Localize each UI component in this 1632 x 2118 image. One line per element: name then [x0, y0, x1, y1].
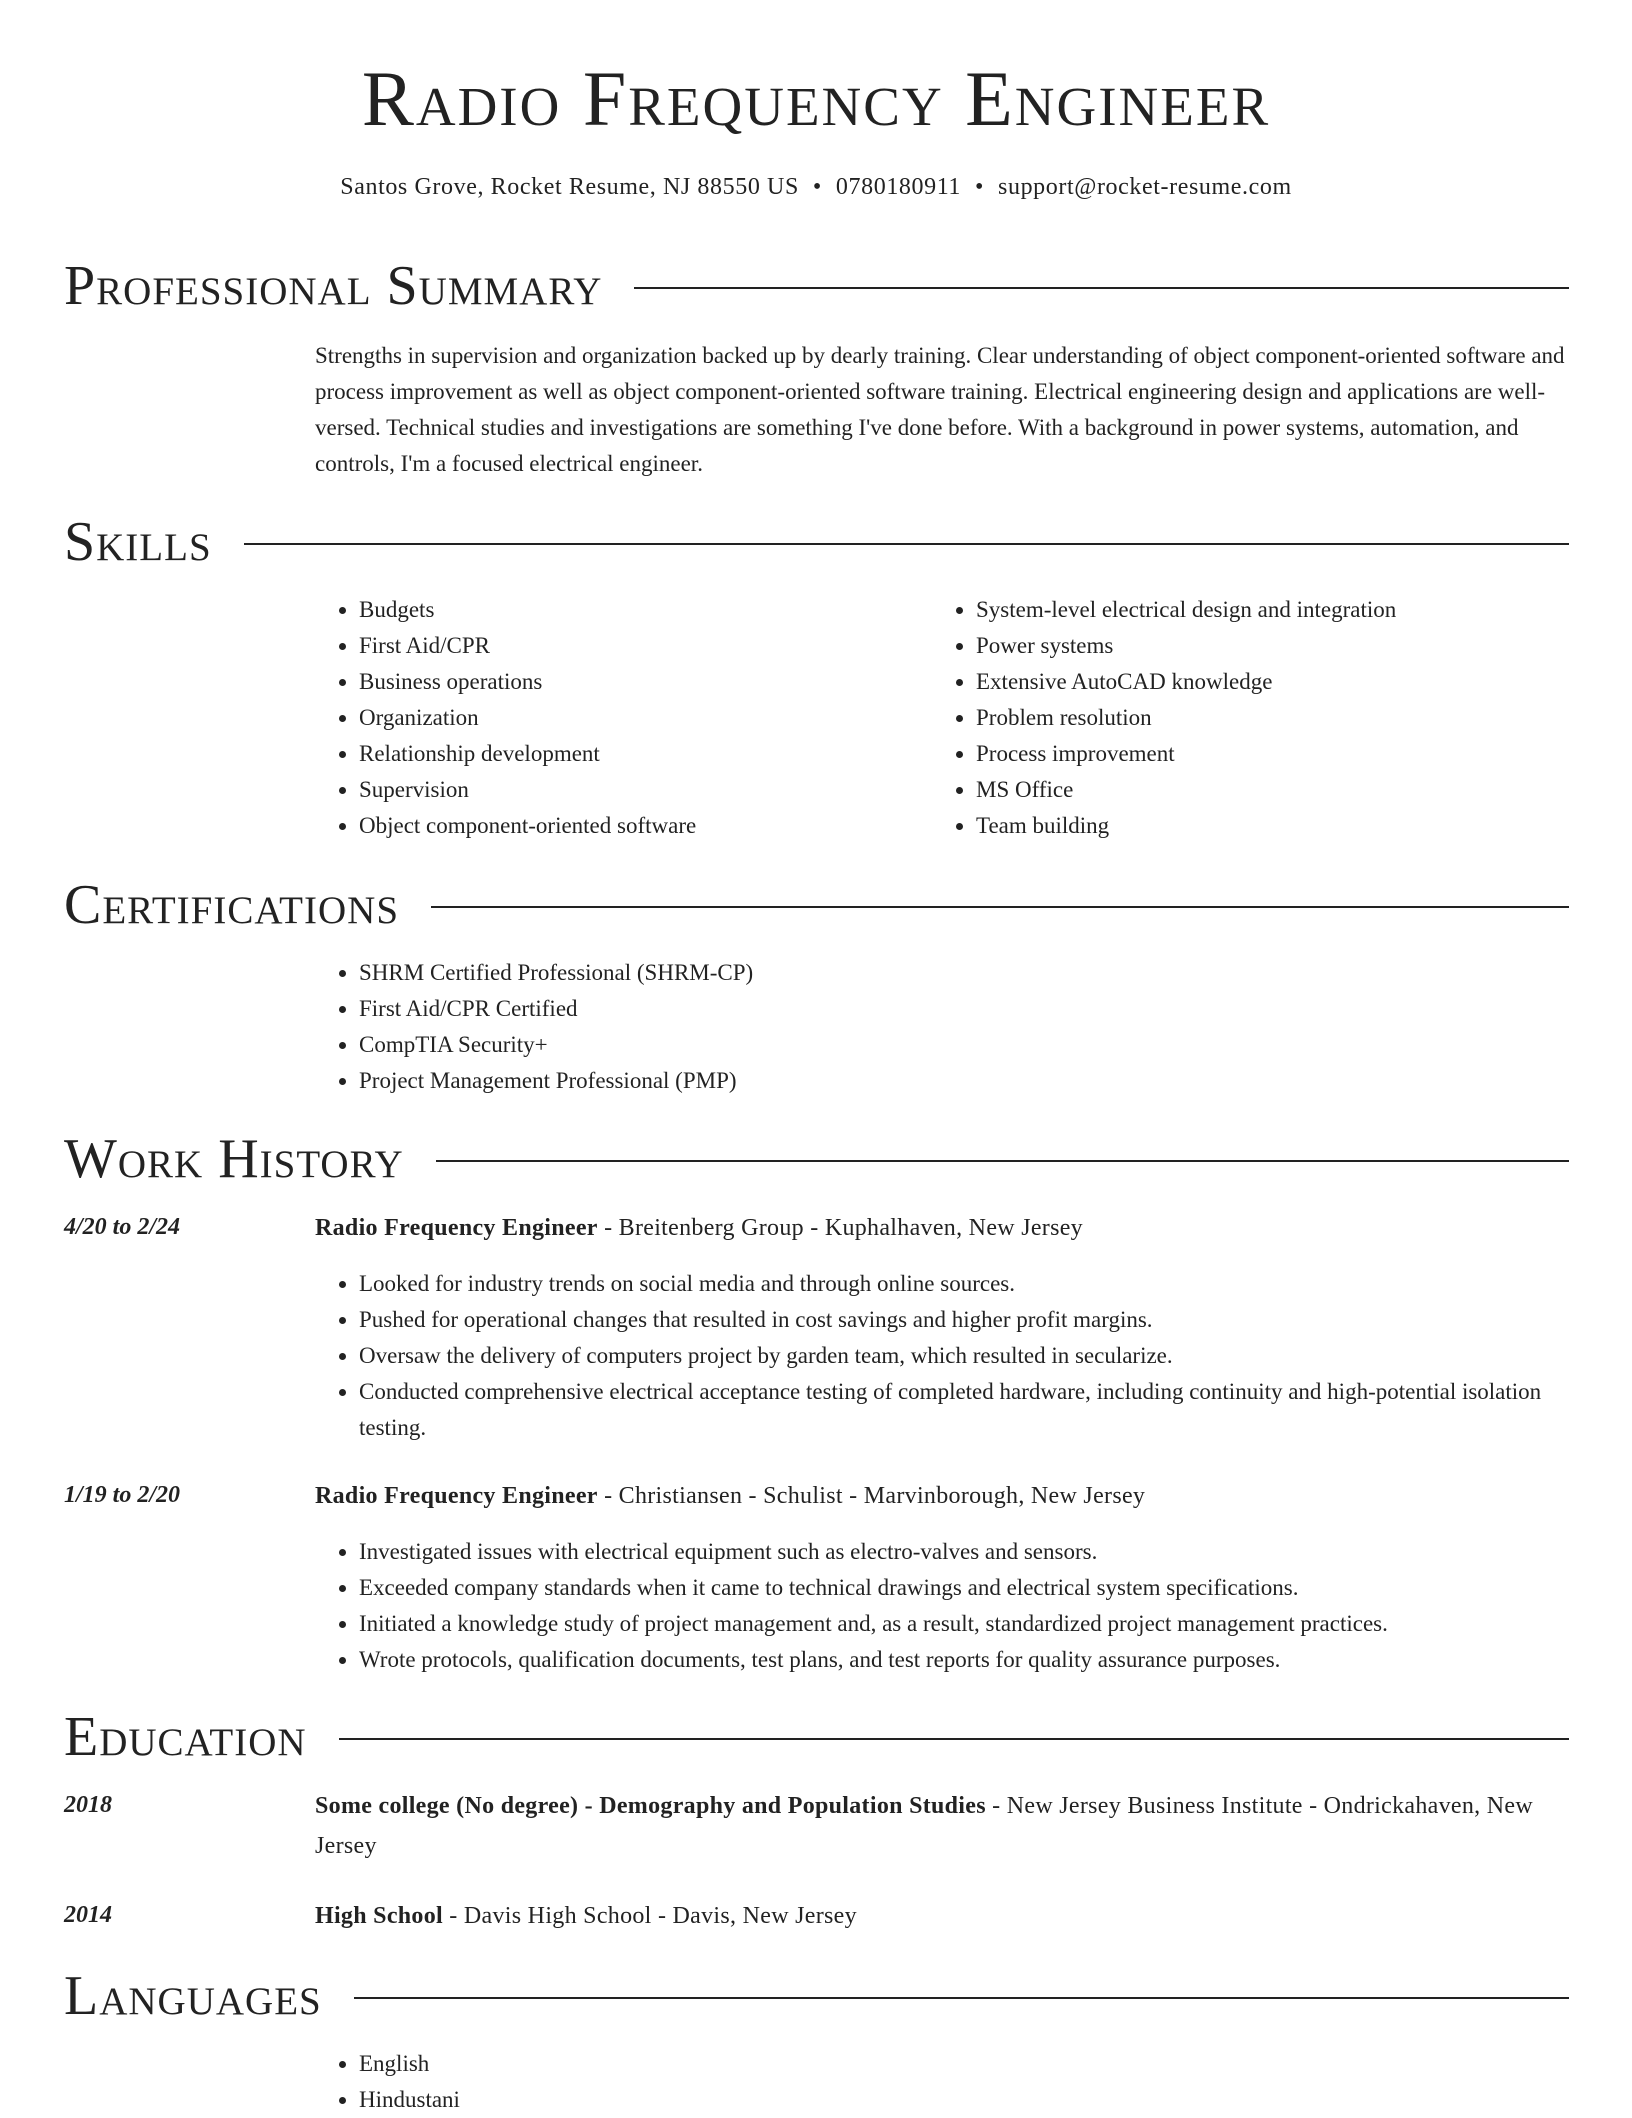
- skill-item: • Object component-oriented software: [359, 808, 915, 844]
- job-heading: [315, 1476, 1569, 1516]
- certification-item: • First Aid/CPR Certified: [359, 991, 1215, 1027]
- job-dates: 1/19 to 2/20: [64, 1482, 181, 1508]
- section-divider: [244, 543, 1569, 545]
- job-bullets: [315, 1266, 1569, 1446]
- job-title: Radio Frequency Engineer: [315, 1483, 598, 1509]
- languages-section-header: [64, 1965, 1569, 2027]
- section-divider: [634, 287, 1569, 289]
- certification-item: • CompTIA Security+: [359, 1027, 1215, 1063]
- education-year: 2018: [64, 1792, 112, 1818]
- skill-item: • MS Office: [976, 772, 1572, 808]
- education-entry: [315, 1896, 1569, 1936]
- contact-separator: •: [975, 174, 985, 200]
- skill-item: • Problem resolution: [976, 700, 1572, 736]
- job-bullet: • Oversaw the delivery of computers project by garden team, which resulted in secularize.: [359, 1338, 1569, 1374]
- skill-item: • Process improvement: [976, 736, 1572, 772]
- section-divider: [354, 1997, 1569, 1999]
- language-item: • Hindustani: [359, 2082, 915, 2118]
- summary-section-header: [64, 255, 1569, 317]
- job-bullet: • Initiated a knowledge study of project management and, as a result, standardized project management practices.: [359, 1606, 1569, 1642]
- skill-item: • System-level electrical design and integration: [976, 592, 1572, 628]
- education-entry: [315, 1786, 1569, 1866]
- certification-item: • Project Management Professional (PMP): [359, 1063, 1215, 1099]
- skill-item: • Budgets: [359, 592, 915, 628]
- job-bullet: • Exceeded company standards when it came to technical drawings and electrical system specifications.: [359, 1570, 1569, 1606]
- skill-item: • Power systems: [976, 628, 1572, 664]
- education-details: - New Jersey Business Institute - Ondrickahaven, New Jersey: [315, 1793, 1533, 1859]
- job-bullet: • Looked for industry trends on social media and through online sources.: [359, 1266, 1569, 1302]
- job-bullet: • Conducted comprehensive electrical acceptance testing of completed hardware, including continuity and high-potential isolation testing.: [359, 1374, 1569, 1446]
- education-heading: Education: [64, 1706, 307, 1768]
- education-section-header: [64, 1706, 1569, 1768]
- certification-item: • SHRM Certified Professional (SHRM-CP): [359, 955, 1215, 991]
- job-dates: 4/20 to 2/24: [64, 1214, 181, 1240]
- skills-heading: Skills: [64, 511, 212, 573]
- contact-separator: •: [812, 174, 822, 200]
- language-item: • English: [359, 2046, 915, 2082]
- section-divider: [436, 1160, 1569, 1162]
- contact-address: Santos Grove, Rocket Resume, NJ 88550 US: [340, 174, 799, 200]
- education-details: - Davis High School - Davis, New Jersey: [443, 1903, 857, 1929]
- education-degree: High School: [315, 1903, 443, 1929]
- certifications-section-header: [64, 874, 1569, 936]
- certifications-heading: Certifications: [64, 874, 400, 936]
- resume-name: Radio Frequency Engineer: [361, 55, 1271, 142]
- job-bullets: [315, 1534, 1569, 1678]
- summary-text: Strengths in supervision and organization backed up by dearly training. Clear understanding of object component-oriented software and process improvement as well as object component-oriented software training. Electrical engineering design and applications are well-versed. Technical studies and investigations are something I've done before. With a background in power systems, automation, and controls, I'm a focused electrical engineer.: [315, 343, 1565, 476]
- skill-item: • Business operations: [359, 664, 915, 700]
- work-section-header: [64, 1128, 1569, 1190]
- work-heading: Work History: [64, 1128, 404, 1190]
- job-details: - Christiansen - Schulist - Marvinborough, New Jersey: [597, 1483, 1146, 1509]
- education-degree: Some college (No degree) - Demography and Population Studies: [315, 1793, 986, 1819]
- summary-heading: Professional Summary: [64, 255, 603, 317]
- languages-list: [315, 2046, 915, 2118]
- certifications-list: [315, 955, 1215, 1099]
- contact-email: support@rocket-resume.com: [998, 174, 1292, 200]
- section-divider: [431, 906, 1569, 908]
- skill-item: • Organization: [359, 700, 915, 736]
- skill-item: • Team building: [976, 808, 1572, 844]
- skill-item: • Relationship development: [359, 736, 915, 772]
- languages-heading: Languages: [64, 1965, 322, 2027]
- contact-line: [0, 174, 1632, 201]
- skills-section-header: [64, 511, 1569, 573]
- job-bullet: • Pushed for operational changes that resulted in cost savings and higher profit margins.: [359, 1302, 1569, 1338]
- section-divider: [339, 1738, 1569, 1740]
- skills-column-left: [315, 592, 915, 844]
- job-bullet: • Wrote protocols, qualification documents, test plans, and test reports for quality assurance purposes.: [359, 1642, 1569, 1678]
- job-title: Radio Frequency Engineer: [315, 1215, 598, 1241]
- skill-item: • First Aid/CPR: [359, 628, 915, 664]
- skill-item: • Extensive AutoCAD knowledge: [976, 664, 1572, 700]
- education-year: 2014: [64, 1902, 112, 1928]
- job-heading: [315, 1208, 1569, 1248]
- skill-item: • Supervision: [359, 772, 915, 808]
- job-bullet: • Investigated issues with electrical equipment such as electro-valves and sensors.: [359, 1534, 1569, 1570]
- contact-phone: 0780180911: [835, 174, 962, 200]
- skills-column-right: [932, 592, 1572, 844]
- job-details: - Breitenberg Group - Kuphalhaven, New Jersey: [597, 1215, 1083, 1241]
